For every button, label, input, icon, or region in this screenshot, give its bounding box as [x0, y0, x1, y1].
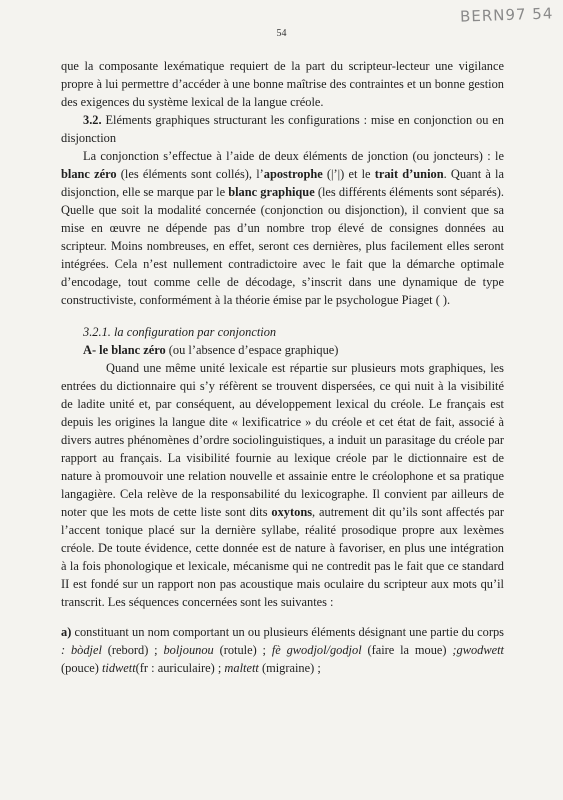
section-a-heading — [61, 341, 504, 359]
page-number: 54 — [276, 28, 287, 39]
bold-term: blanc graphique — [228, 185, 315, 199]
bold-term: oxytons — [271, 505, 313, 519]
paragraph-blanc-zero — [61, 359, 504, 611]
section-3-2-1-heading — [61, 323, 504, 341]
text-run: , autrement dit qu’ils sont affectés par l’accent tonique placé sur la dernière syllabe, réalité prosodique propre aux lexèmes créole. De toute évidence, cette donnée est de nature à favoriser, en plus une intégration à la fois phonologique et lexicale, mécanisme qui ne contredit pas le fait que ce standard II est fondé sur un rapport non pas acoustique mais oculaire du scripteur aux mots qu’il transcrit. Les séquences concernées sont les suivantes : — [61, 505, 505, 609]
subsection-a-note: (ou l’absence d’espace graphique) — [165, 343, 339, 357]
text-run: (faire la moue) — [361, 643, 453, 657]
text-run: (migraine) ; — [258, 661, 321, 675]
subsection-a-label: A- le blanc zéro — [83, 343, 166, 357]
handwritten-annotation: BERN97 54 — [459, 4, 554, 26]
text-run: (rotule) ; — [213, 643, 272, 657]
text-run: (rebord) ; — [101, 643, 164, 657]
section-3-2-heading — [61, 111, 504, 147]
creole-word: tidwett — [101, 661, 136, 675]
text-run: . Quant à la disjonction, elle se marque par le — [61, 167, 504, 199]
subsection-title: la configuration par conjonction — [110, 325, 277, 339]
creole-word: ;gwodwett — [452, 643, 505, 657]
creole-word: fè gwodjol/godjol — [271, 643, 362, 657]
creole-word: boljounou — [163, 643, 214, 657]
body-text — [61, 57, 504, 677]
text-run: (pouce) — [61, 661, 102, 675]
section-number: 3.2. — [83, 113, 102, 127]
section-title: Eléments graphiques structurant les configurations : mise en conjonction ou en disjonction — [61, 113, 504, 145]
bold-term: blanc zéro — [61, 167, 117, 181]
text-run: (fr : auriculaire) ; — [135, 661, 225, 675]
list-item-a — [61, 623, 504, 677]
text-run: (les éléments sont collés), l’ — [116, 167, 264, 181]
text-run: (|’|) et le — [322, 167, 375, 181]
paragraph-intro: que la composante lexématique requiert de la part du scripteur-lecteur une vigilance propre à lui permettre d’accéder à une bonne maîtrise des contraintes et un bonne gestion des exigences du système lexical de la langue créole. — [61, 59, 504, 109]
text-run: constituant un nom comportant un ou plusieurs éléments désignant une partie du corps — [71, 625, 504, 639]
bold-term: trait d’union — [374, 167, 444, 181]
subsection-number: 3.2.1. — [83, 325, 111, 339]
text-run: (les différents éléments sont séparés). Quelle que soit la modalité concernée (conjonction ou disjonction), il convient que sa mise en œuvre ne dépende pas d’un nombre trop élevé de consignes données au scripteur. Moins nombreuses, en effet, seront ces dernières, plus facilement elles seront intégrées. Cela n’est nullement contradictoire avec le fait que la démarche optimale d’encodage, tout comme celle de décodage, s’inscrit dans une dynamique de type constructiviste, conformément à la théorie émise par le psychologue Piaget ( ). — [61, 185, 505, 307]
paragraph-conjonction — [61, 147, 504, 309]
text-run: Quand une même unité lexicale est répartie sur plusieurs mots graphiques, les entrées du dictionnaire qui s’y réfèrent se trouvent dispersées, ce qui nuit à la visibilité de ladite unité et, par conséquent, au développement lexical du créole. Le français est depuis les origines la langue dite « lexificatrice » du créole et cet état de fait, associé à divers autres phénomènes d’ordre sociolinguistiques, a induit un parasitage du créole par rapport au français. La visibilité fournie au lexique créole par le dictionnaire est de nature à promouvoir une relation nouvelle et assainie entre le créolophone et sa pratique langagière. Cela relève de la responsabilité du lexicographe. Il convient par ailleurs de noter que les mots de cette liste sont dits — [61, 361, 504, 519]
item-label: a) — [61, 625, 72, 639]
bold-term: apostrophe — [263, 167, 323, 181]
text-run: La conjonction s’effectue à l’aide de deux éléments de jonction (ou joncteurs) : le — [83, 149, 504, 163]
creole-word: maltett — [224, 661, 259, 675]
creole-word: : bòdjel — [61, 643, 102, 657]
